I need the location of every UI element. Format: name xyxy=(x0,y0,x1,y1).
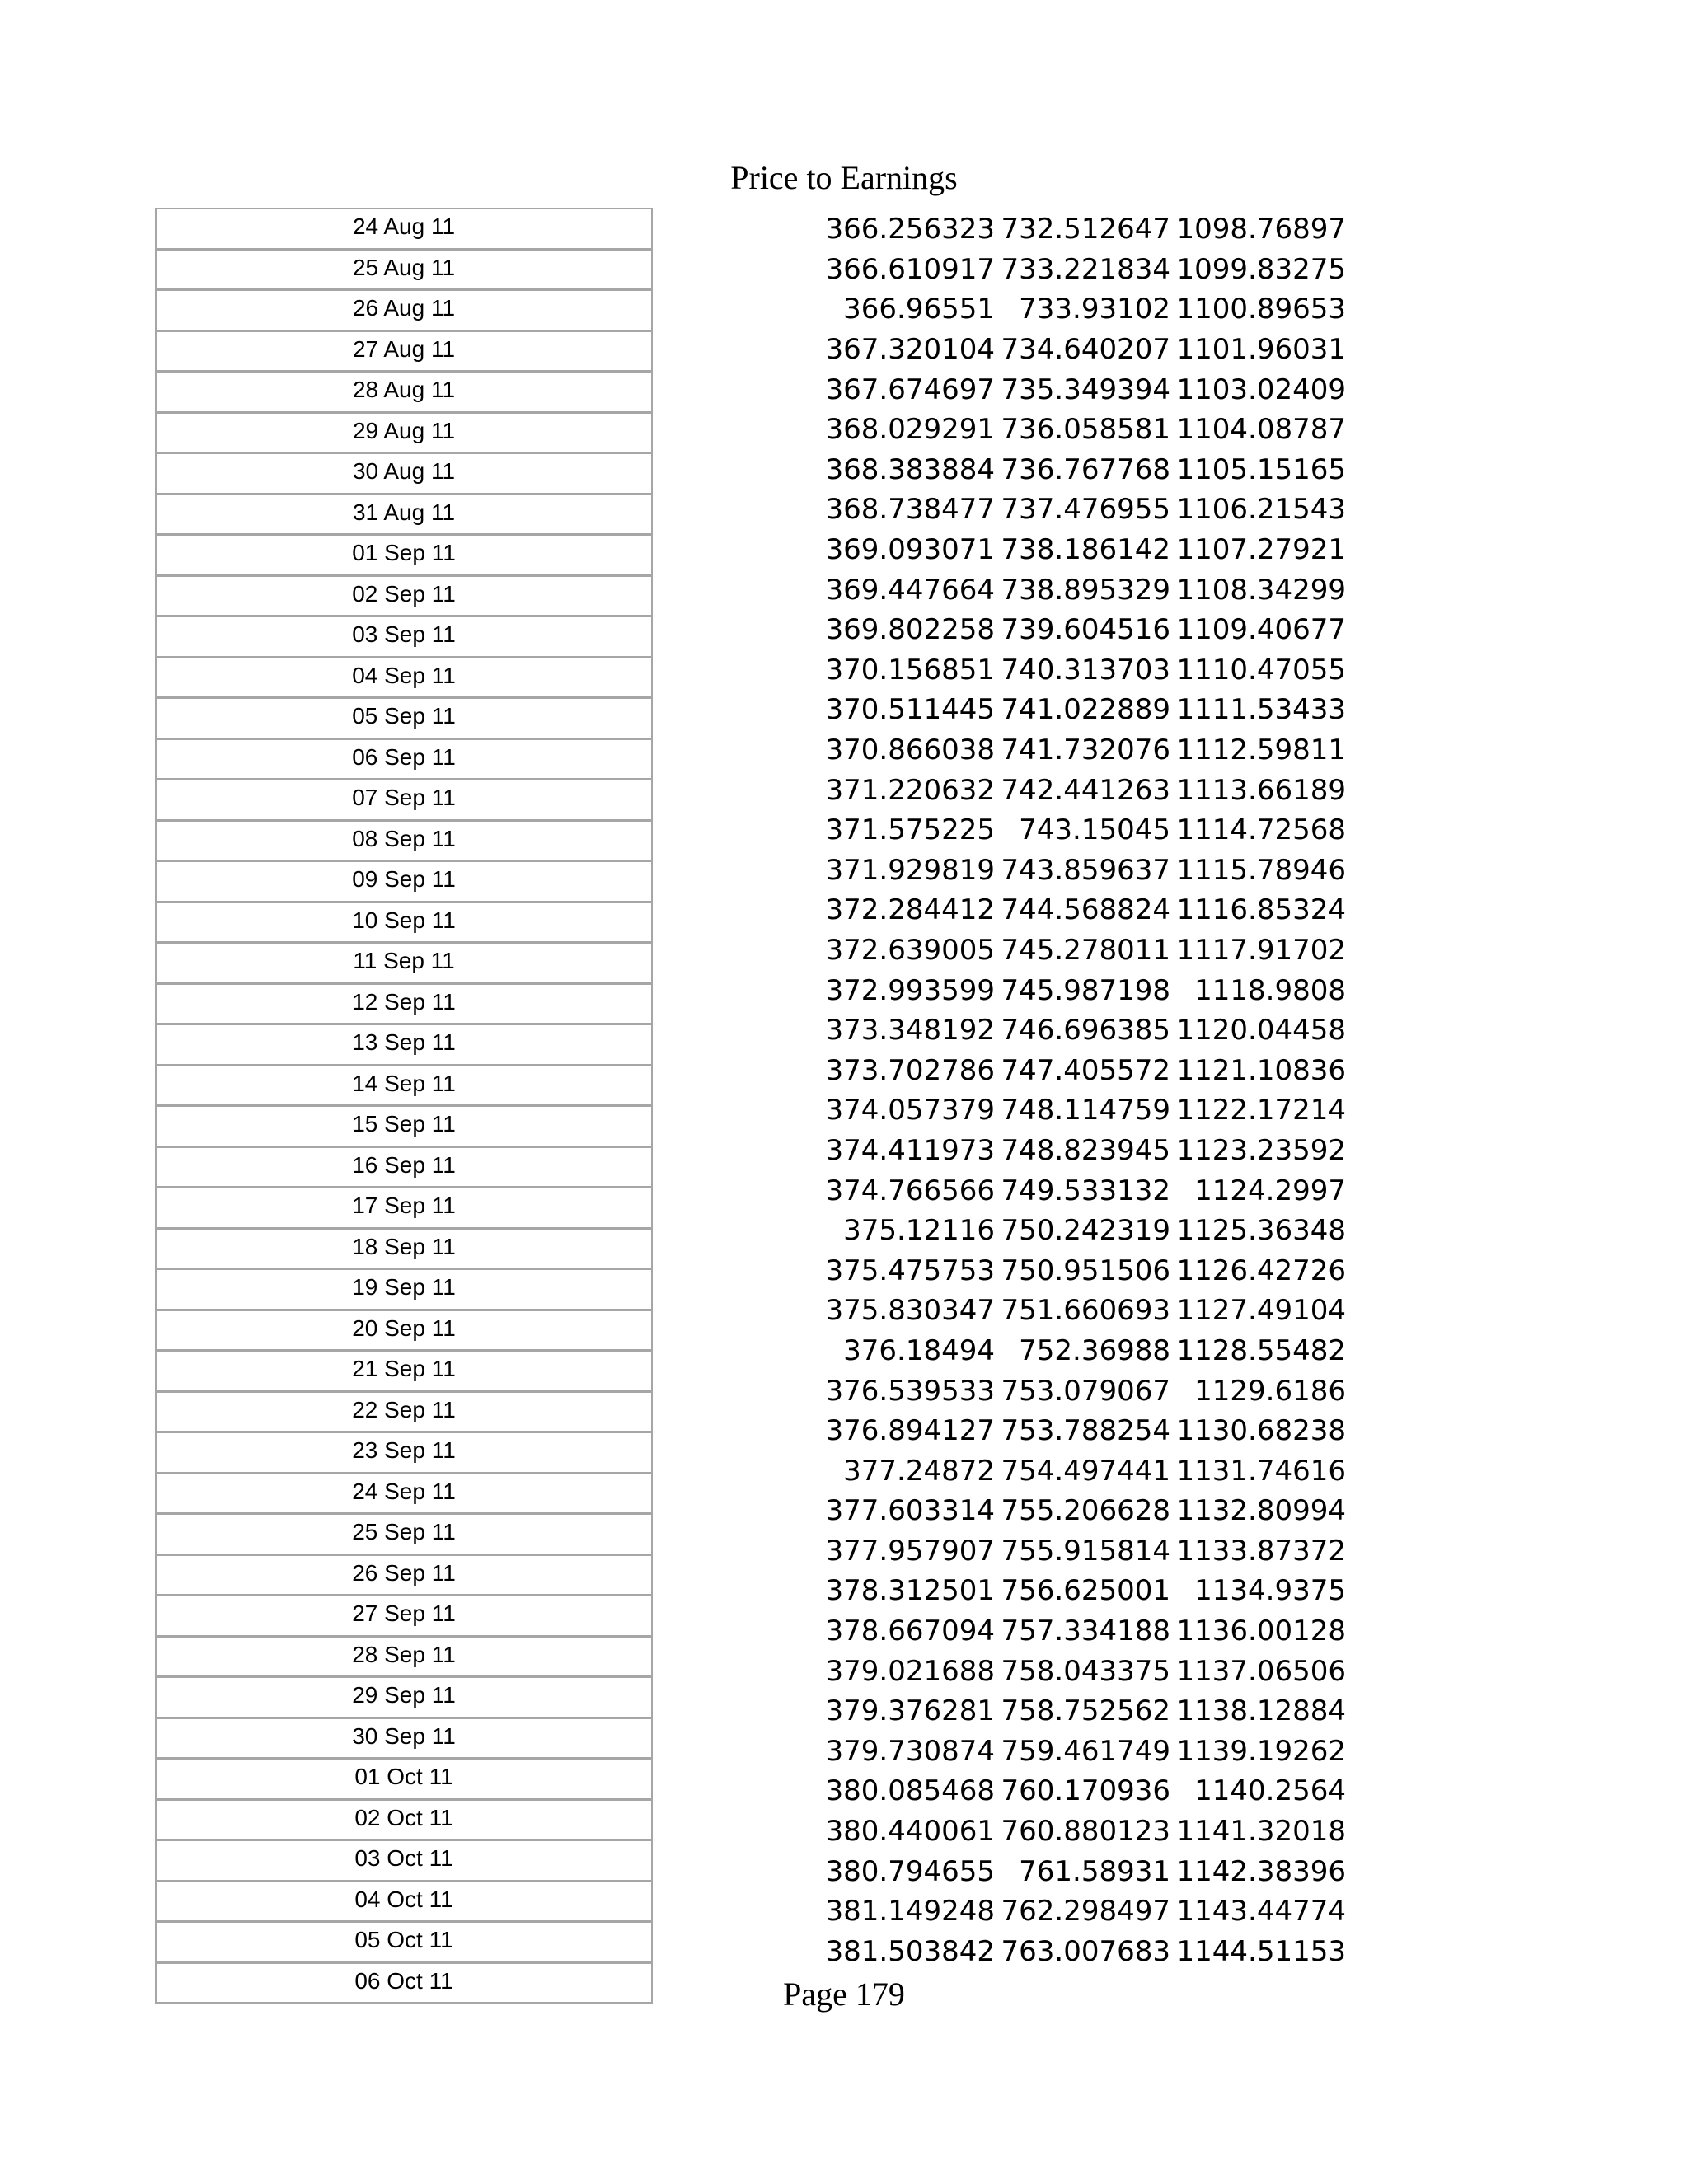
date-cell: 04 Sep 11 xyxy=(157,658,651,700)
value-cell-3: 1110.47055 xyxy=(1176,653,1346,687)
table-row xyxy=(791,289,1352,330)
value-cell-3: 1106.21543 xyxy=(1176,493,1346,527)
table-row xyxy=(791,810,1352,851)
value-cell-2: 736.767768 xyxy=(1001,452,1170,486)
value-cell-3: 1125.36348 xyxy=(1176,1214,1346,1248)
table-row xyxy=(791,1732,1352,1772)
value-cell-3: 1099.83275 xyxy=(1176,252,1346,286)
page-title: Price to Earnings xyxy=(730,159,958,196)
value-cell-3: 1142.38396 xyxy=(1176,1854,1346,1888)
table-row xyxy=(791,1491,1352,1531)
table-row xyxy=(791,970,1352,1010)
value-cell-3: 1115.78946 xyxy=(1176,853,1346,887)
value-cell-3: 1138.12884 xyxy=(1176,1694,1346,1728)
value-cell-3: 1141.32018 xyxy=(1176,1815,1346,1849)
date-cell: 14 Sep 11 xyxy=(157,1066,651,1108)
value-cell-1: 375.830347 xyxy=(825,1294,995,1328)
value-cell-1: 377.957907 xyxy=(825,1534,995,1568)
value-cell-1: 367.674697 xyxy=(825,373,995,406)
date-cell: 30 Aug 11 xyxy=(157,454,651,495)
value-cell-2: 739.604516 xyxy=(1001,613,1170,647)
table-row xyxy=(791,930,1352,971)
date-cell: 24 Sep 11 xyxy=(157,1474,651,1516)
table-row xyxy=(791,369,1352,410)
value-cell-1: 372.993599 xyxy=(825,973,995,1007)
date-cell: 17 Sep 11 xyxy=(157,1188,651,1230)
value-cell-1: 375.475753 xyxy=(825,1254,995,1287)
value-cell-2: 762.298497 xyxy=(1001,1895,1170,1929)
value-cell-1: 378.667094 xyxy=(825,1615,995,1648)
date-cell: 06 Sep 11 xyxy=(157,740,651,781)
value-cell-1: 368.738477 xyxy=(825,493,995,527)
value-cell-1: 373.702786 xyxy=(825,1053,995,1087)
value-cell-3: 1128.55482 xyxy=(1176,1333,1346,1367)
table-row xyxy=(791,690,1352,730)
value-cell-3: 1108.34299 xyxy=(1176,573,1346,607)
value-cell-1: 374.057379 xyxy=(825,1094,995,1127)
value-cell-3: 1101.96031 xyxy=(1176,333,1346,367)
value-cell-2: 750.242319 xyxy=(1001,1214,1170,1248)
value-cell-1: 380.440061 xyxy=(825,1815,995,1849)
date-cell: 04 Oct 11 xyxy=(157,1882,651,1924)
value-cell-3: 1144.51153 xyxy=(1176,1934,1346,1968)
date-cell: 27 Aug 11 xyxy=(157,332,651,373)
value-cell-1: 377.603314 xyxy=(825,1494,995,1528)
table-row xyxy=(791,1090,1352,1131)
value-cell-3: 1133.87372 xyxy=(1176,1534,1346,1568)
date-cell: 10 Sep 11 xyxy=(157,903,651,944)
value-cell-2: 750.951506 xyxy=(1001,1254,1170,1287)
date-cell: 30 Sep 11 xyxy=(157,1719,651,1760)
value-cell-1: 374.766566 xyxy=(825,1174,995,1207)
table-row xyxy=(791,770,1352,810)
value-cell-1: 381.149248 xyxy=(825,1895,995,1929)
value-cell-1: 366.96551 xyxy=(843,293,995,326)
value-cell-3: 1134.9375 xyxy=(1194,1574,1346,1608)
value-cell-3: 1126.42726 xyxy=(1176,1254,1346,1287)
table-row xyxy=(791,1170,1352,1211)
value-cell-2: 738.186142 xyxy=(1001,533,1170,567)
value-cell-1: 380.085468 xyxy=(825,1774,995,1808)
value-cell-1: 371.575225 xyxy=(825,813,995,847)
value-cell-1: 370.511445 xyxy=(825,693,995,727)
table-row xyxy=(791,1451,1352,1491)
value-cell-3: 1139.19262 xyxy=(1176,1734,1346,1768)
date-cell: 23 Sep 11 xyxy=(157,1433,651,1474)
value-cell-1: 366.256323 xyxy=(825,213,995,246)
value-cell-3: 1114.72568 xyxy=(1176,813,1346,847)
date-cell: 01 Oct 11 xyxy=(157,1760,651,1801)
value-cell-1: 369.802258 xyxy=(825,613,995,647)
value-cell-1: 372.284412 xyxy=(825,893,995,927)
table-row xyxy=(791,450,1352,490)
value-cell-2: 735.349394 xyxy=(1001,373,1170,406)
value-cell-3: 1137.06506 xyxy=(1176,1654,1346,1688)
value-cell-2: 748.823945 xyxy=(1001,1133,1170,1167)
value-cell-2: 743.859637 xyxy=(1001,853,1170,887)
date-cell: 31 Aug 11 xyxy=(157,495,651,537)
value-cell-2: 745.987198 xyxy=(1001,973,1170,1007)
table-row xyxy=(791,730,1352,771)
date-cell: 03 Oct 11 xyxy=(157,1841,651,1882)
date-cell: 15 Sep 11 xyxy=(157,1107,651,1148)
value-cell-2: 755.915814 xyxy=(1001,1534,1170,1568)
value-cell-3: 1143.44774 xyxy=(1176,1895,1346,1929)
value-cell-2: 749.533132 xyxy=(1001,1174,1170,1207)
value-cell-1: 372.639005 xyxy=(825,933,995,967)
value-cell-3: 1111.53433 xyxy=(1176,693,1346,727)
value-cell-2: 758.752562 xyxy=(1001,1694,1170,1728)
values-table xyxy=(791,209,1352,1971)
value-cell-1: 380.794655 xyxy=(825,1854,995,1888)
value-cell-2: 753.079067 xyxy=(1001,1374,1170,1408)
date-cell: 13 Sep 11 xyxy=(157,1025,651,1066)
value-cell-2: 758.043375 xyxy=(1001,1654,1170,1688)
table-row xyxy=(791,1611,1352,1652)
value-cell-3: 1112.59811 xyxy=(1176,733,1346,767)
value-cell-2: 742.441263 xyxy=(1001,773,1170,807)
table-row xyxy=(791,1811,1352,1852)
value-cell-3: 1123.23592 xyxy=(1176,1133,1346,1167)
value-cell-2: 748.114759 xyxy=(1001,1094,1170,1127)
table-row xyxy=(791,410,1352,450)
value-cell-3: 1121.10836 xyxy=(1176,1053,1346,1087)
value-cell-3: 1132.80994 xyxy=(1176,1494,1346,1528)
table-row xyxy=(791,650,1352,691)
table-row xyxy=(791,1250,1352,1291)
table-row xyxy=(791,490,1352,530)
value-cell-2: 734.640207 xyxy=(1001,333,1170,367)
table-row xyxy=(791,1331,1352,1371)
value-cell-3: 1107.27921 xyxy=(1176,533,1346,567)
date-cell: 20 Sep 11 xyxy=(157,1311,651,1352)
table-row xyxy=(791,209,1352,250)
value-cell-3: 1120.04458 xyxy=(1176,1014,1346,1047)
table-row xyxy=(791,1050,1352,1090)
table-row xyxy=(791,1291,1352,1331)
table-row xyxy=(791,851,1352,891)
table-row xyxy=(791,1531,1352,1572)
value-cell-1: 366.610917 xyxy=(825,252,995,286)
value-cell-1: 375.12116 xyxy=(843,1214,995,1248)
value-cell-2: 737.476955 xyxy=(1001,493,1170,527)
value-cell-3: 1109.40677 xyxy=(1176,613,1346,647)
value-cell-2: 761.58931 xyxy=(1019,1854,1170,1888)
date-cell: 19 Sep 11 xyxy=(157,1270,651,1311)
value-cell-1: 377.24872 xyxy=(843,1454,995,1488)
value-cell-1: 376.18494 xyxy=(843,1333,995,1367)
value-cell-2: 733.221834 xyxy=(1001,252,1170,286)
value-cell-1: 371.929819 xyxy=(825,853,995,887)
value-cell-3: 1124.2997 xyxy=(1194,1174,1346,1207)
date-cell: 06 Oct 11 xyxy=(157,1964,651,2005)
value-cell-3: 1129.6186 xyxy=(1194,1374,1346,1408)
value-cell-2: 754.497441 xyxy=(1001,1454,1170,1488)
value-cell-3: 1140.2564 xyxy=(1194,1774,1346,1808)
table-row xyxy=(791,1371,1352,1411)
table-row xyxy=(791,1771,1352,1811)
date-cell: 21 Sep 11 xyxy=(157,1352,651,1393)
value-cell-3: 1104.08787 xyxy=(1176,413,1346,447)
date-cell: 29 Aug 11 xyxy=(157,414,651,455)
value-cell-2: 760.880123 xyxy=(1001,1815,1170,1849)
value-cell-2: 746.696385 xyxy=(1001,1014,1170,1047)
date-cell: 07 Sep 11 xyxy=(157,780,651,822)
date-cell: 08 Sep 11 xyxy=(157,822,651,863)
table-row xyxy=(791,1131,1352,1171)
value-cell-3: 1117.91702 xyxy=(1176,933,1346,967)
value-cell-2: 752.36988 xyxy=(1019,1333,1170,1367)
value-cell-1: 381.503842 xyxy=(825,1934,995,1968)
date-cell: 27 Sep 11 xyxy=(157,1596,651,1638)
value-cell-3: 1113.66189 xyxy=(1176,773,1346,807)
value-cell-1: 376.894127 xyxy=(825,1414,995,1448)
date-cell: 11 Sep 11 xyxy=(157,944,651,985)
table-row xyxy=(791,330,1352,370)
date-cell: 05 Oct 11 xyxy=(157,1923,651,1964)
value-cell-1: 373.348192 xyxy=(825,1014,995,1047)
date-cell: 25 Aug 11 xyxy=(157,251,651,292)
value-cell-2: 763.007683 xyxy=(1001,1934,1170,1968)
value-cell-1: 370.156851 xyxy=(825,653,995,687)
value-cell-3: 1118.9808 xyxy=(1194,973,1346,1007)
date-cell: 28 Aug 11 xyxy=(157,373,651,414)
value-cell-2: 740.313703 xyxy=(1001,653,1170,687)
date-cell: 02 Sep 11 xyxy=(157,577,651,618)
table-row xyxy=(791,1010,1352,1051)
value-cell-2: 757.334188 xyxy=(1001,1615,1170,1648)
value-cell-1: 368.383884 xyxy=(825,452,995,486)
table-row xyxy=(791,1932,1352,1972)
value-cell-2: 736.058581 xyxy=(1001,413,1170,447)
value-cell-1: 370.866038 xyxy=(825,733,995,767)
value-cell-2: 743.15045 xyxy=(1019,813,1170,847)
value-cell-2: 756.625001 xyxy=(1001,1574,1170,1608)
value-cell-3: 1103.02409 xyxy=(1176,373,1346,406)
value-cell-3: 1098.76897 xyxy=(1176,213,1346,246)
date-cell: 02 Oct 11 xyxy=(157,1801,651,1842)
value-cell-2: 744.568824 xyxy=(1001,893,1170,927)
value-cell-1: 379.021688 xyxy=(825,1654,995,1688)
value-cell-1: 368.029291 xyxy=(825,413,995,447)
value-cell-1: 369.447664 xyxy=(825,573,995,607)
value-cell-3: 1131.74616 xyxy=(1176,1454,1346,1488)
table-row xyxy=(791,1571,1352,1611)
date-cell: 26 Aug 11 xyxy=(157,291,651,332)
date-cell: 16 Sep 11 xyxy=(157,1148,651,1189)
date-cell: 18 Sep 11 xyxy=(157,1230,651,1271)
value-cell-2: 741.022889 xyxy=(1001,693,1170,727)
table-row xyxy=(791,250,1352,290)
table-row xyxy=(791,610,1352,650)
table-row xyxy=(791,569,1352,610)
value-cell-3: 1122.17214 xyxy=(1176,1094,1346,1127)
value-cell-2: 747.405572 xyxy=(1001,1053,1170,1087)
table-row xyxy=(791,1891,1352,1932)
value-cell-2: 732.512647 xyxy=(1001,213,1170,246)
value-cell-2: 751.660693 xyxy=(1001,1294,1170,1328)
date-table xyxy=(155,208,653,2004)
value-cell-1: 376.539533 xyxy=(825,1374,995,1408)
value-cell-2: 745.278011 xyxy=(1001,933,1170,967)
value-cell-2: 741.732076 xyxy=(1001,733,1170,767)
date-cell: 03 Sep 11 xyxy=(157,617,651,658)
table-row xyxy=(791,1651,1352,1691)
value-cell-1: 371.220632 xyxy=(825,773,995,807)
value-cell-2: 759.461749 xyxy=(1001,1734,1170,1768)
value-cell-1: 379.730874 xyxy=(825,1734,995,1768)
table-row xyxy=(791,530,1352,570)
value-cell-2: 760.170936 xyxy=(1001,1774,1170,1808)
value-cell-1: 379.376281 xyxy=(825,1694,995,1728)
value-cell-3: 1116.85324 xyxy=(1176,893,1346,927)
date-cell: 28 Sep 11 xyxy=(157,1638,651,1679)
value-cell-3: 1130.68238 xyxy=(1176,1414,1346,1448)
table-row xyxy=(791,1851,1352,1891)
value-cell-3: 1105.15165 xyxy=(1176,452,1346,486)
value-cell-3: 1100.89653 xyxy=(1176,293,1346,326)
date-cell: 09 Sep 11 xyxy=(157,862,651,903)
table-row xyxy=(791,1211,1352,1251)
value-cell-2: 738.895329 xyxy=(1001,573,1170,607)
date-cell: 12 Sep 11 xyxy=(157,985,651,1026)
page-number: Page 179 xyxy=(783,1975,905,2013)
value-cell-1: 378.312501 xyxy=(825,1574,995,1608)
value-cell-3: 1136.00128 xyxy=(1176,1615,1346,1648)
table-row xyxy=(791,1411,1352,1451)
value-cell-2: 753.788254 xyxy=(1001,1414,1170,1448)
value-cell-3: 1127.49104 xyxy=(1176,1294,1346,1328)
date-cell: 22 Sep 11 xyxy=(157,1393,651,1434)
date-cell: 01 Sep 11 xyxy=(157,536,651,577)
value-cell-2: 733.93102 xyxy=(1019,293,1170,326)
date-cell: 26 Sep 11 xyxy=(157,1556,651,1597)
table-row xyxy=(791,890,1352,930)
value-cell-1: 374.411973 xyxy=(825,1133,995,1167)
date-cell: 05 Sep 11 xyxy=(157,699,651,740)
table-row xyxy=(791,1691,1352,1732)
date-cell: 25 Sep 11 xyxy=(157,1515,651,1556)
date-cell: 24 Aug 11 xyxy=(157,209,651,251)
value-cell-2: 755.206628 xyxy=(1001,1494,1170,1528)
value-cell-1: 367.320104 xyxy=(825,333,995,367)
value-cell-1: 369.093071 xyxy=(825,533,995,567)
date-cell: 29 Sep 11 xyxy=(157,1678,651,1719)
